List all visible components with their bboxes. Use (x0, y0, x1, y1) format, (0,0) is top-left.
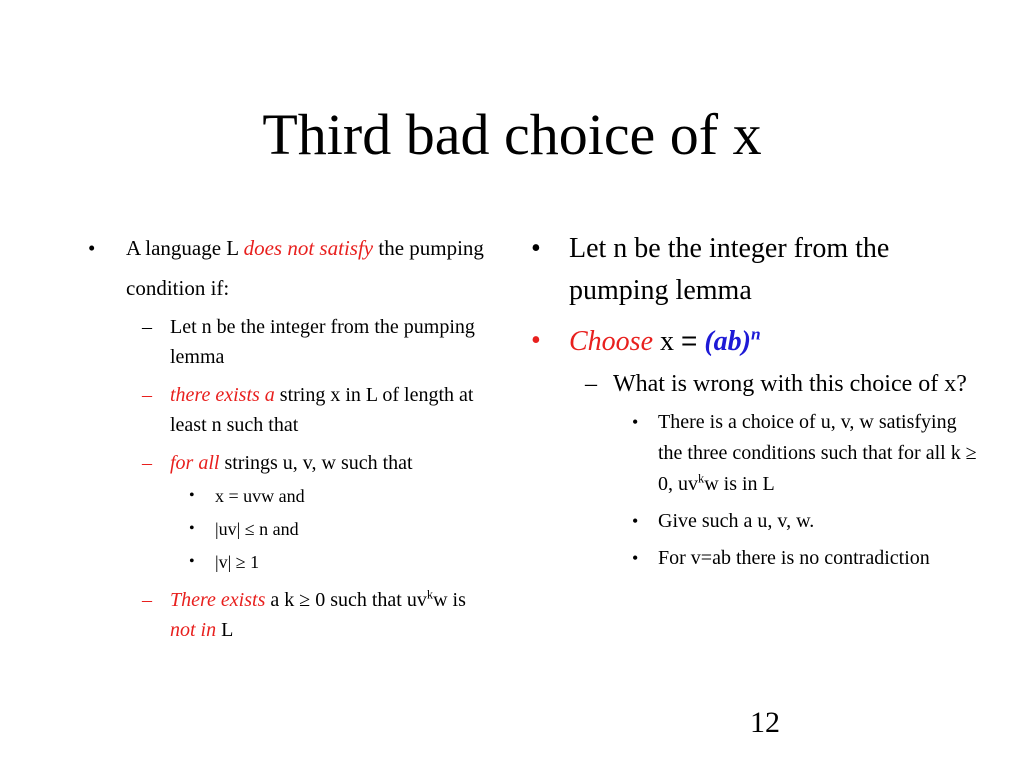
right-bullet-integer (531, 228, 981, 312)
bullet-marker: • (531, 233, 541, 264)
dash-marker: – (142, 452, 152, 474)
left-item-forall-text: strings u, v, w such that (224, 452, 413, 474)
right-bullet-choose (531, 320, 981, 363)
left-item-forall-emphasis: for all (170, 452, 220, 474)
slide-number: 12 (750, 706, 780, 739)
bullet-marker: • (189, 553, 195, 570)
right-sub-choice-tail: w is in L (704, 473, 775, 495)
left-item-exists-emphasis: there exists a (170, 384, 275, 406)
right-sub-contradiction-text: For v=ab there is no contradiction (658, 547, 930, 569)
bullet-marker: • (632, 511, 639, 531)
dash-marker: – (585, 371, 597, 397)
right-sub-give-text: Give such a u, v, w. (658, 510, 815, 532)
left-item-w-is: w is (433, 589, 466, 611)
right-choose-emphasis: Choose (569, 326, 653, 357)
left-sub-uvw (88, 481, 488, 511)
left-item-integer (88, 312, 488, 372)
dash-marker: – (142, 589, 152, 611)
dash-marker: – (142, 384, 152, 406)
right-choose-n-superscript: n (751, 324, 761, 344)
right-item-question (531, 367, 981, 401)
right-sub-choice (531, 407, 981, 500)
left-column (88, 228, 488, 645)
right-bullet-integer-text: Let n be the integer from the pumping lemma (569, 233, 890, 306)
bullet-marker: • (88, 236, 96, 260)
bullet-marker: • (189, 487, 195, 504)
right-sub-choice-text: There is a choice of u, v, w satisfying the three conditions such that for all k ≥ 0, uv (658, 411, 977, 495)
right-sub-k-superscript: k (698, 471, 705, 486)
right-column (531, 228, 981, 574)
right-choose-x: x (660, 326, 674, 357)
left-sub-v-length-text: |v| ≥ 1 (215, 552, 260, 572)
bullet-marker: • (632, 412, 639, 432)
left-item-there-exists (88, 585, 488, 645)
left-item-there-exists-emphasis: There exists (170, 589, 266, 611)
slide-title: Third bad choice of x (262, 102, 762, 167)
left-sub-uvw-text: x = uvw and (215, 486, 305, 506)
right-sub-contradiction (531, 543, 981, 574)
left-sub-uv-length-text: |uv| ≤ n and (215, 519, 299, 539)
left-bullet-language (88, 228, 488, 308)
left-bullet-text-c: the pumping condition if: (126, 236, 484, 300)
right-choose-equals: = (681, 325, 698, 356)
left-item-there-exists-text: a k ≥ 0 such that (270, 589, 402, 611)
left-item-integer-text: Let n be the integer from the pumping lemma (170, 316, 475, 368)
dash-marker: – (142, 316, 152, 338)
left-item-not-in-emphasis: not in (170, 619, 217, 641)
bullet-marker: • (531, 325, 541, 356)
bullet-marker: • (632, 548, 639, 568)
left-item-exists-text: string x in L of length at least n such that (170, 384, 474, 436)
right-sub-give (531, 506, 981, 537)
left-bullet-emphasis: does not satisfy (243, 236, 374, 260)
left-sub-v-length (88, 547, 488, 577)
right-choose-ab: (ab) (704, 326, 752, 357)
left-item-uv: uv (406, 589, 427, 611)
right-item-question-text: What is wrong with this choice of x? (613, 371, 967, 397)
left-item-forall (88, 448, 488, 478)
left-item-exists (88, 380, 488, 440)
left-item-k-superscript: k (426, 587, 434, 602)
left-sub-uv-length (88, 514, 488, 544)
bullet-marker: • (189, 520, 195, 537)
left-bullet-text-a: A language L (126, 236, 239, 260)
left-item-L: L (221, 619, 234, 641)
